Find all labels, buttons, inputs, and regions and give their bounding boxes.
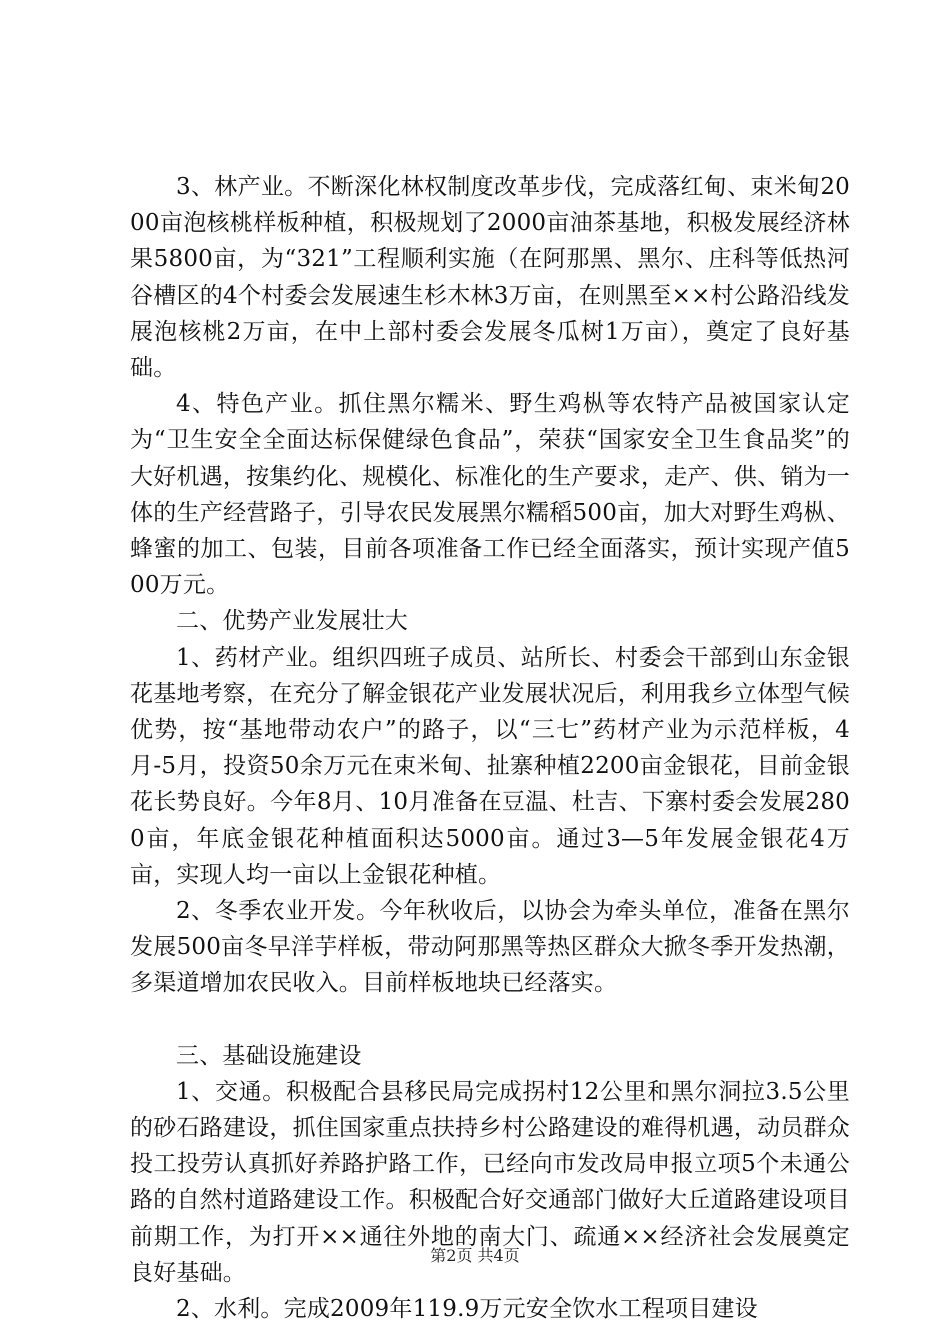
section-heading-advantage-industry: 二、优势产业发展壮大: [176, 608, 408, 635]
section-heading-infrastructure: 三、基础设施建设: [176, 1042, 362, 1069]
paragraph-specialty-industry: 4、特色产业。抓住黑尔糯米、野生鸡枞等农特产品被国家认定为“卫生安全全面达标保健绿色食品”，荣获“国家安全卫生食品奖”的大好机遇，按集约化、规模化、标准化的生产要求，走产、供、销为一体的生产经营路子，引导农民发展黑尔糯稻500亩，加大对野生鸡枞、蜂蜜的加工、包装，目前各项准备工作已经全面落实，预计实现产值500万元。: [130, 391, 850, 599]
paragraph-spacer: [130, 1002, 850, 1038]
paragraph-medicinal-herbs: 1、药材产业。组织四班子成员、站所长、村委会干部到山东金银花基地考察，在充分了解金银花产业发展状况后，利用我乡立体型气候优势，按“基地带动农户”的路子，以“三七”药材产业为示范样板，4月-5月，投资50余万元在束米甸、扯寨种植2200亩金银花，目前金银花长势良好。今年8月、10月准备在豆温、杜吉、下寨村委会发展2800亩，年底金银花种植面积达5000亩。通过3—5年发展金银花4万亩，实现人均一亩以上金银花种植。: [130, 644, 850, 888]
paragraph-water-conservancy: 2、水利。完成2009年119.9万元安全饮水工程项目建设: [176, 1296, 758, 1323]
paragraph-forestry: 3、林产业。不断深化林权制度改革步伐，完成落红甸、束米甸2000亩泡核桃样板种植，积极规划了2000亩油茶基地，积极发展经济林果5800亩，为“321”工程顺利实施（在阿那黑、黑尔、庄科等低热河谷槽区的4个村委会发展速生杉木林3万亩，在则黑至××村公路沿线发展泡核桃2万亩，在中上部村委会发展冬瓜树1万亩），奠定了良好基础。: [130, 174, 850, 382]
document-body: [130, 169, 850, 1327]
page-number-footer: 第2页 共4页: [430, 1246, 520, 1265]
paragraph-winter-agriculture: 2、冬季农业开发。今年秋收后，以协会为牵头单位，准备在黑尔发展500亩冬早洋芋样板，带动阿那黑等热区群众大掀冬季开发热潮，多渠道增加农民收入。目前样板地块已经落实。: [130, 898, 850, 997]
paragraph-transportation: 1、交通。积极配合县移民局完成拐村12公里和黑尔洞拉3.5公里的砂石路建设，抓住国家重点扶持乡村公路建设的难得机遇，动员群众投工投劳认真抓好养路护路工作，已经向市发改局申报立项5个未通公路的自然村道路建设工作。积极配合好交通部门做好大丘道路建设项目前期工作，为打开××通往外地的南大门、疏通××经济社会发展奠定良好基础。: [130, 1078, 850, 1286]
